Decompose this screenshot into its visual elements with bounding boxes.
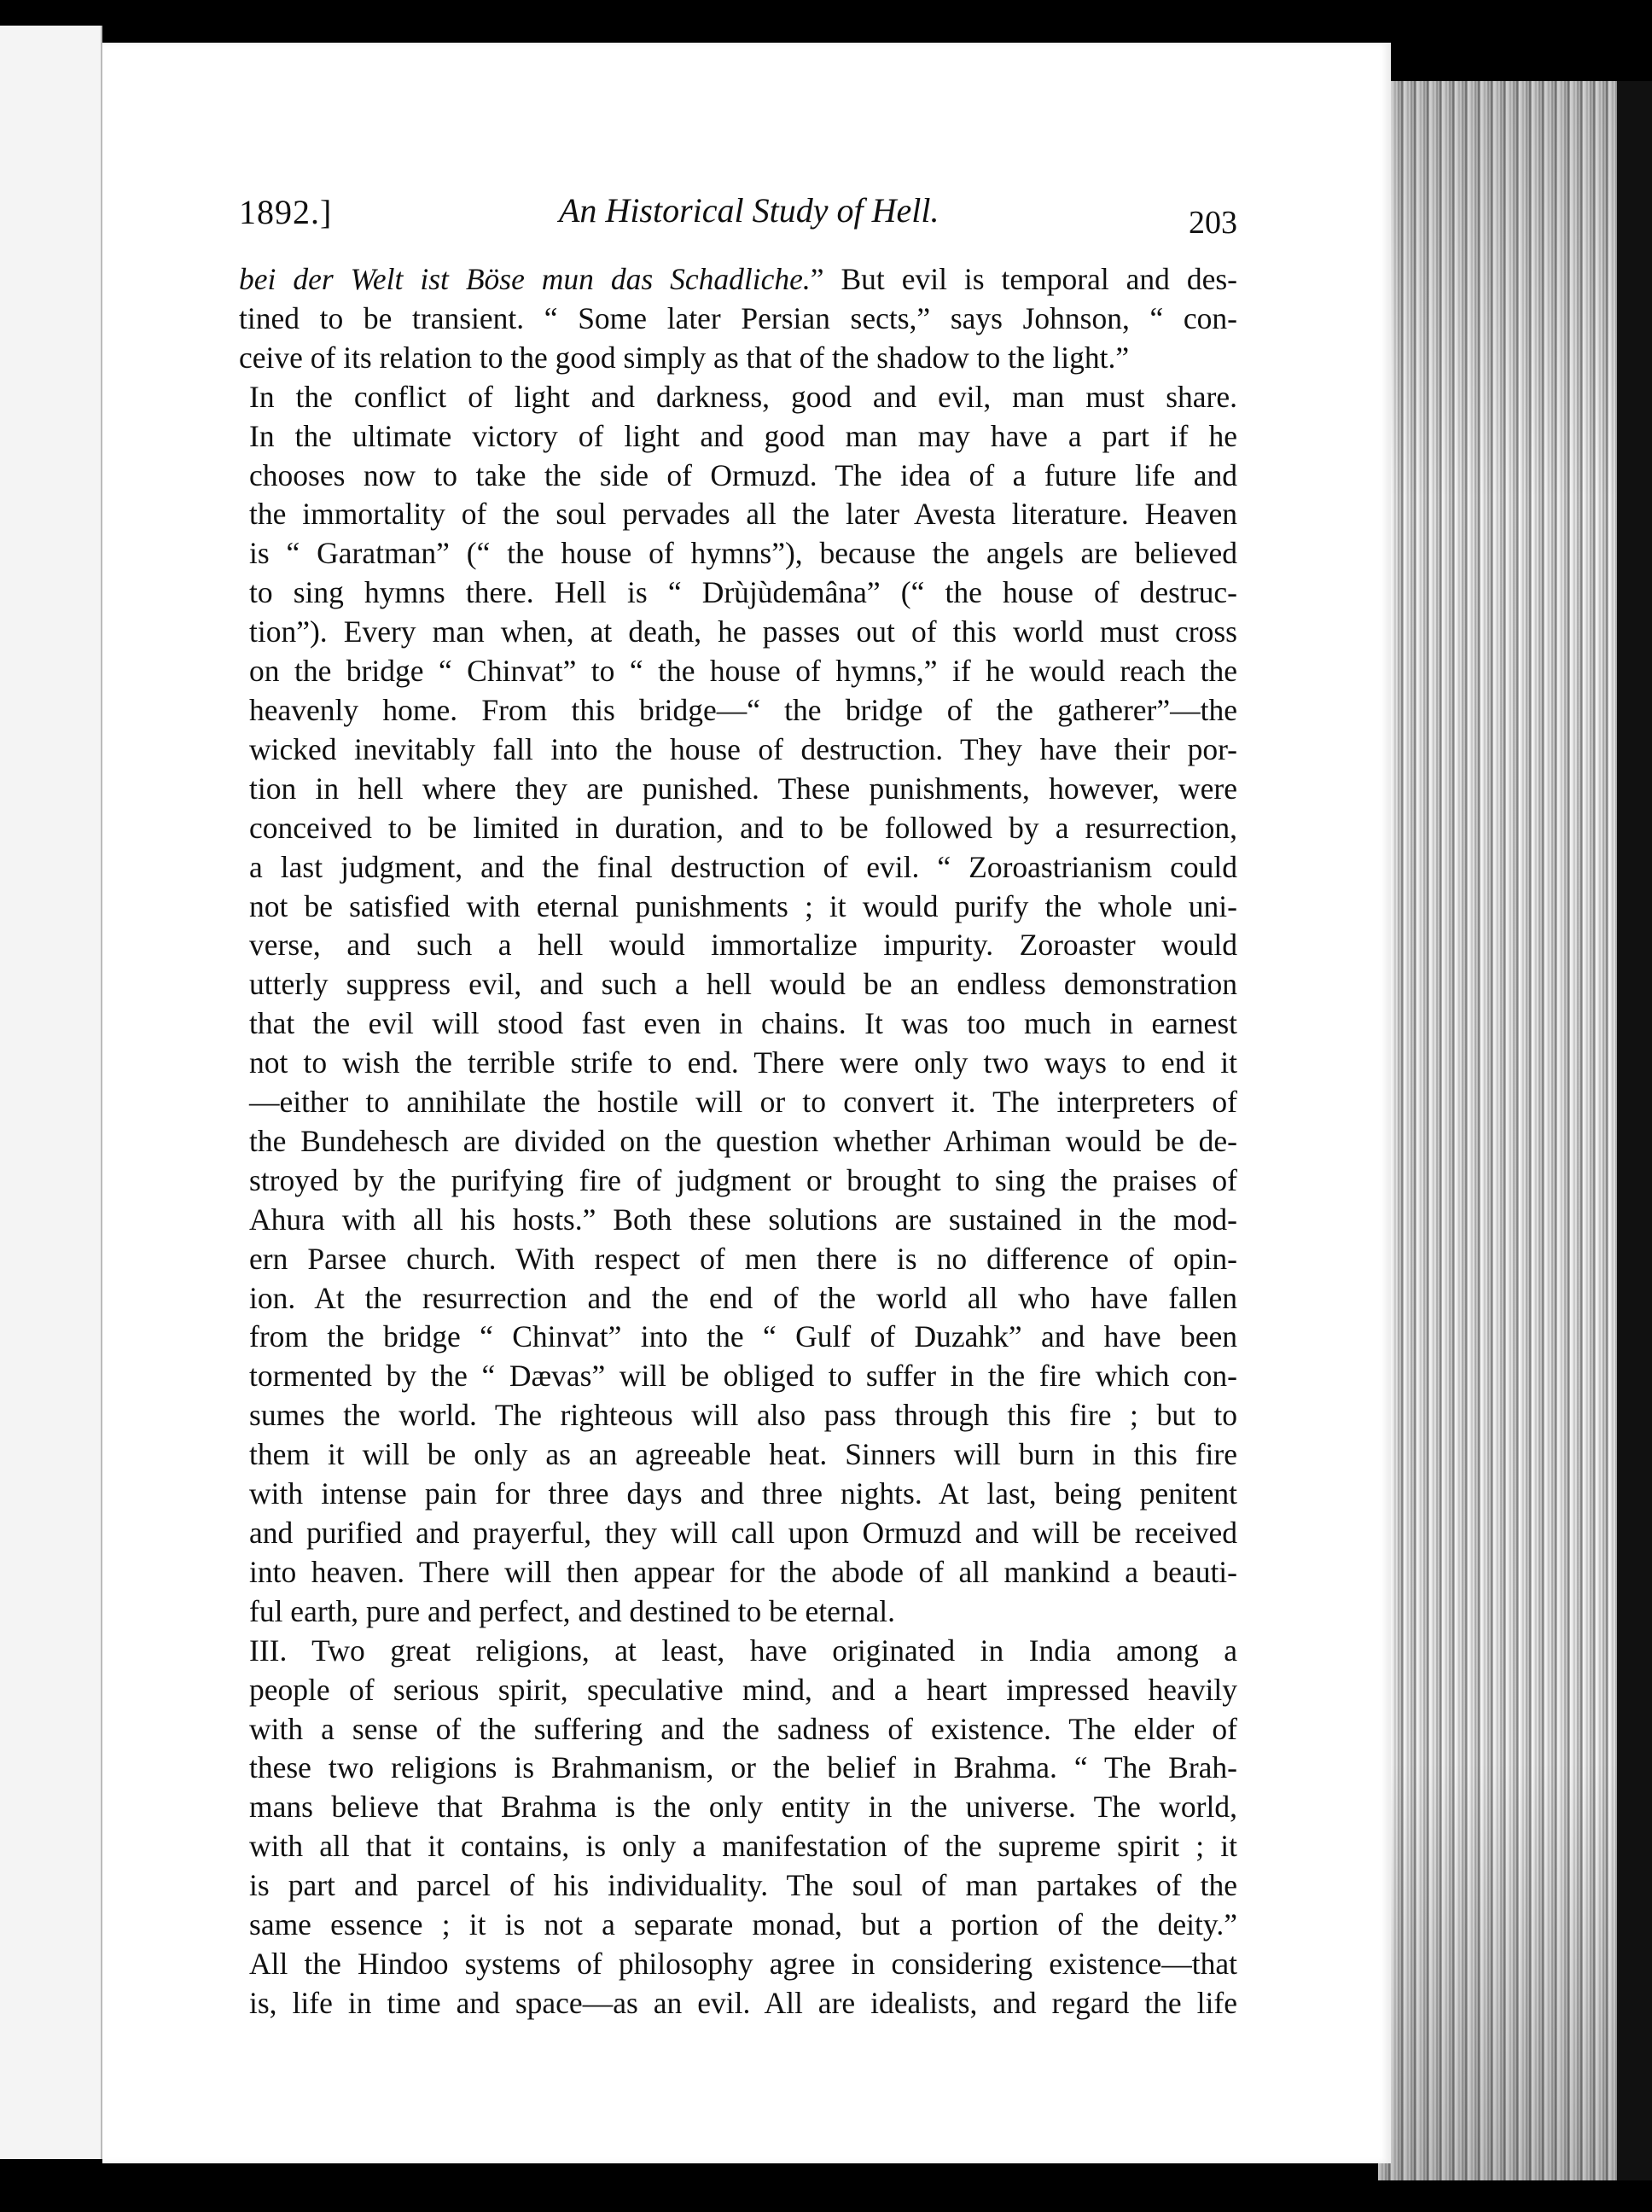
book-page-edges	[1378, 81, 1617, 2180]
line-text: heavenly home. From this bridge—“ the bridge of the gatherer”—the	[249, 692, 1237, 727]
text-line	[239, 1083, 1237, 1122]
text-line	[239, 652, 1237, 691]
text-line	[239, 1004, 1237, 1044]
line-text: them it will be only as an agreeable heat. Sinners will burn in this fire	[249, 1437, 1237, 1472]
paragraph	[239, 378, 1237, 1632]
line-text: is part and parcel of his individuality. The soul of man partakes of the	[249, 1868, 1237, 1903]
line-text: ern Parsee church. With respect of men there is no difference of opin-	[249, 1241, 1237, 1276]
text-line	[239, 965, 1237, 1004]
text-line	[239, 848, 1237, 888]
text-line	[239, 1710, 1237, 1749]
text-line	[239, 1396, 1237, 1435]
line-text: a last judgment, and the final destruction of evil. “ Zoroastrianism could	[249, 849, 1237, 884]
line-text: ” But evil is temporal and des-	[810, 262, 1237, 296]
text-line	[239, 1671, 1237, 1710]
line-text: ceive of its relation to the good simply as that of the shadow to the light.”	[239, 340, 1130, 375]
line-text: tion”). Every man when, at death, he passes out of this world must cross	[249, 614, 1237, 649]
text-line	[239, 1240, 1237, 1279]
text-line	[239, 770, 1237, 809]
line-text: these two religions is Brahmanism, or the belief in Brahma. “ The Brah-	[249, 1750, 1237, 1785]
page-number: 203	[1189, 205, 1237, 241]
text-line	[239, 534, 1237, 573]
text-line	[239, 1475, 1237, 1514]
text-line	[239, 1044, 1237, 1083]
text-line	[239, 573, 1237, 613]
line-text: people of serious spirit, speculative mind, and a heart impressed heavily	[249, 1672, 1237, 1707]
text-line	[239, 1357, 1237, 1396]
line-text: to sing hymns there. Hell is “ Drùjùdemâna” (“ the house of destruc-	[249, 575, 1237, 610]
text-line	[239, 1553, 1237, 1592]
text-line	[239, 1632, 1237, 1671]
text-line	[239, 495, 1237, 534]
text-line	[239, 731, 1237, 770]
text-line	[239, 1122, 1237, 1161]
line-text: with intense pain for three days and three nights. At last, being penitent	[249, 1476, 1237, 1511]
line-text: All the Hindoo systems of philosophy agree in considering existence—that	[249, 1946, 1237, 1981]
text-line	[239, 378, 1237, 417]
text-line	[239, 613, 1237, 652]
body-text	[239, 260, 1237, 2023]
line-text: Ahura with all his hosts.” Both these solutions are sustained in the mod-	[249, 1202, 1237, 1237]
italic-phrase: bei der Welt ist Böse mun das Schadliche.	[239, 262, 811, 296]
text-line	[239, 1435, 1237, 1475]
scan-border	[1617, 81, 1652, 2180]
text-line	[239, 339, 1237, 378]
paragraph	[239, 260, 1237, 378]
line-text: ion. At the resurrection and the end of the world all who have fallen	[249, 1280, 1237, 1315]
line-text: from the bridge “ Chinvat” into the “ Gulf of Duzahk” and have been	[249, 1319, 1237, 1354]
line-text: same essence ; it is not a separate monad, but a portion of the deity.”	[249, 1907, 1237, 1942]
text-line	[239, 926, 1237, 965]
text-line	[239, 417, 1237, 457]
facing-page-edge	[0, 26, 102, 2159]
line-text: chooses now to take the side of Ormuzd. The idea of a future life and	[249, 457, 1237, 492]
text-line	[239, 1279, 1237, 1318]
text-line	[239, 260, 1237, 300]
line-text: tined to be transient. “ Some later Persian sects,” says Johnson, “ con-	[239, 300, 1237, 335]
text-line	[239, 809, 1237, 848]
line-text: is “ Garatman” (“ the house of hymns”), because the angels are believed	[249, 536, 1237, 571]
text-line	[239, 1161, 1237, 1201]
header-year: 1892.]	[239, 193, 333, 231]
line-text: on the bridge “ Chinvat” to “ the house of hymns,” if he would reach the	[249, 654, 1237, 689]
text-line	[239, 888, 1237, 927]
line-text: tion in hell where they are punished. These punishments, however, were	[249, 771, 1237, 806]
text-line	[239, 691, 1237, 731]
line-text: with all that it contains, is only a manifestation of the supreme spirit ; it	[249, 1829, 1237, 1864]
text-line	[239, 1906, 1237, 1945]
text-line	[239, 300, 1237, 339]
line-text: stroyed by the purifying fire of judgment or brought to sing the praises of	[249, 1162, 1237, 1197]
running-title: An Historical Study of Hell.	[559, 191, 939, 230]
line-text: into heaven. There will then appear for the abode of all mankind a beauti-	[249, 1554, 1237, 1589]
line-text: is, life in time and space—as an evil. All are idealists, and regard the life	[249, 1985, 1237, 2020]
line-text: wicked inevitably fall into the house of destruction. They have their por-	[249, 731, 1237, 766]
line-text: sumes the world. The righteous will also pass through this fire ; but to	[249, 1398, 1237, 1433]
text-line	[239, 1866, 1237, 1906]
paragraph	[239, 1632, 1237, 2023]
line-text: that the evil will stood fast even in chains. It was too much in earnest	[249, 1006, 1237, 1041]
text-line	[239, 1945, 1237, 1984]
line-text: —either to annihilate the hostile will or to convert it. The interpreters of	[249, 1085, 1237, 1120]
line-text: not be satisfied with eternal punishments ; it would purify the whole uni-	[249, 888, 1237, 923]
line-text: mans believe that Brahma is the only entity in the universe. The world,	[249, 1790, 1237, 1825]
text-line	[239, 1827, 1237, 1866]
text-line	[239, 1318, 1237, 1357]
running-header	[239, 183, 1237, 243]
line-text: the Bundehesch are divided on the question whether Arhiman would be de-	[249, 1123, 1237, 1158]
line-text: not to wish the terrible strife to end. There were only two ways to end it	[249, 1045, 1237, 1080]
text-line	[239, 1749, 1237, 1788]
line-text: ful earth, pure and perfect, and destined to be eternal.	[249, 1593, 895, 1628]
line-text: with a sense of the suffering and the sadness of existence. The elder of	[249, 1711, 1237, 1746]
text-line	[239, 1788, 1237, 1827]
text-line	[239, 1984, 1237, 2023]
text-line	[239, 1201, 1237, 1240]
line-text: and purified and prayerful, they will call upon Ormuzd and will be received	[249, 1516, 1237, 1550]
text-line	[239, 457, 1237, 496]
line-text: In the conflict of light and darkness, good and evil, man must share.	[249, 379, 1237, 414]
text-line	[239, 1592, 1237, 1632]
line-text: utterly suppress evil, and such a hell would be an endless demonstration	[249, 967, 1237, 1002]
line-text: III. Two great religions, at least, have originated in India among a	[249, 1633, 1237, 1668]
line-text: conceived to be limited in duration, and to be followed by a resurrection,	[249, 810, 1237, 845]
text-line	[239, 1514, 1237, 1553]
line-text: In the ultimate victory of light and good man may have a part if he	[249, 418, 1237, 453]
line-text: verse, and such a hell would immortalize impurity. Zoroaster would	[249, 928, 1237, 963]
line-text: tormented by the “ Dævas” will be obliged to suffer in the fire which con-	[249, 1359, 1237, 1394]
line-text: the immortality of the soul pervades all the later Avesta literature. Heaven	[249, 497, 1237, 532]
